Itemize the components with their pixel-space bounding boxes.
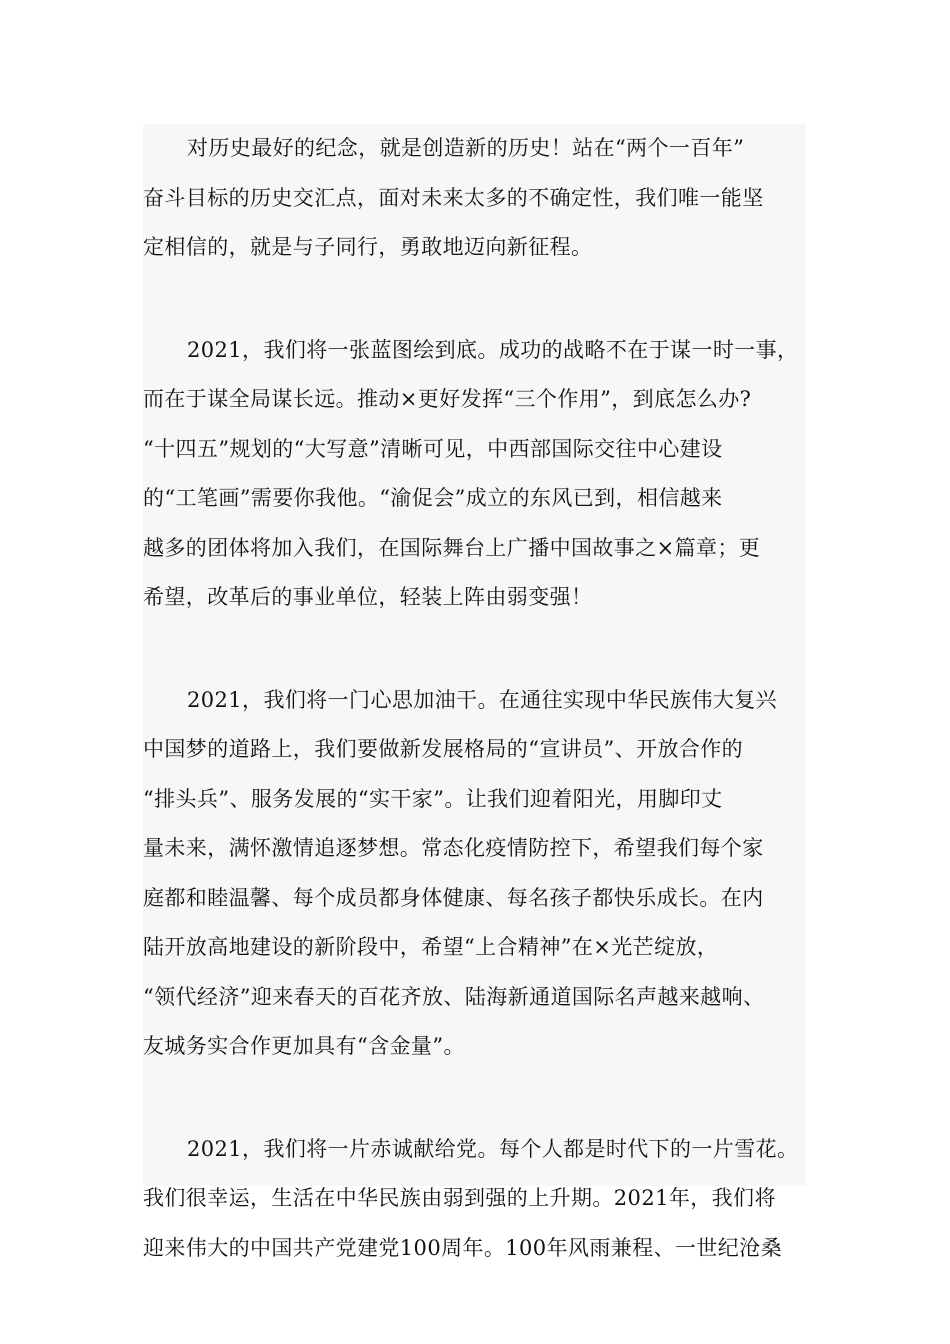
paragraph-line: 庭都和睦温馨、每个成员都身体健康、每名孩子都快乐成长。在内 <box>143 885 764 910</box>
paragraph-line: 陆开放高地建设的新阶段中，希望“上合精神”在×光芒绽放， <box>143 935 719 959</box>
paragraph-spacer <box>143 623 806 676</box>
paragraph-spacer <box>143 273 806 326</box>
paragraph-line: 2021，我们将一门心思加油干。在通往实现中华民族伟大复兴 <box>187 687 778 712</box>
paragraph-line: 迎来伟大的中国共产党建党100周年。100年风雨兼程、一世纪沧桑 <box>143 1235 782 1260</box>
paragraph-line: 越多的团体将加入我们，在国际舞台上广播中国故事之×篇章；更 <box>143 535 761 560</box>
paragraph-spacer <box>143 1072 806 1125</box>
paragraph-2 <box>143 326 806 623</box>
paragraph-line: 希望，改革后的事业单位，轻装上阵由弱变强！ <box>143 585 593 609</box>
paragraph-line: 定相信的，就是与子同行，勇敢地迈向新征程。 <box>143 235 593 259</box>
paragraph-line: 而在于谋全局谋长远。推动×更好发挥“三个作用”，到底怎么办? <box>143 387 752 411</box>
paragraph-line: 的“工笔画”需要你我他。“渝促会”成立的东风已到，相信越来 <box>143 486 723 510</box>
paragraph-line: 我们很幸运，生活在中华民族由弱到强的上升期。2021年，我们将 <box>143 1186 776 1210</box>
paragraph-4 <box>143 1125 806 1274</box>
document-text-block <box>143 124 806 1260</box>
paragraph-line: 友城务实合作更加具有“含金量”。 <box>143 1034 465 1058</box>
paragraph-line: 中国梦的道路上，我们要做新发展格局的“宣讲员”、开放合作的 <box>143 737 744 761</box>
paragraph-line: 2021，我们将一片赤诚献给党。每个人都是时代下的一片雪花。 <box>187 1136 799 1161</box>
paragraph-line: “排头兵”、服务发展的“实干家”。让我们迎着阳光，用脚印丈 <box>143 786 723 811</box>
paragraph-line: 奋斗目标的历史交汇点，面对未来太多的不确定性，我们唯一能坚 <box>143 185 764 210</box>
paragraph-line: “领代经济”迎来春天的百花齐放、陆海新通道国际名声越来越响、 <box>143 984 765 1009</box>
paragraph-line: 对历史最好的纪念，就是创造新的历史！站在“两个一百年” <box>187 136 745 160</box>
paragraph-line: 2021，我们将一张蓝图绘到底。成功的战略不在于谋一时一事， <box>187 337 799 362</box>
paragraph-3 <box>143 676 806 1072</box>
paragraph-line: “十四五”规划的“大写意”清晰可见，中西部国际交往中心建设 <box>143 436 723 461</box>
paragraph-line: 量未来，满怀激情追逐梦想。常态化疫情防控下，希望我们每个家 <box>143 836 764 860</box>
paragraph-1 <box>143 124 806 273</box>
